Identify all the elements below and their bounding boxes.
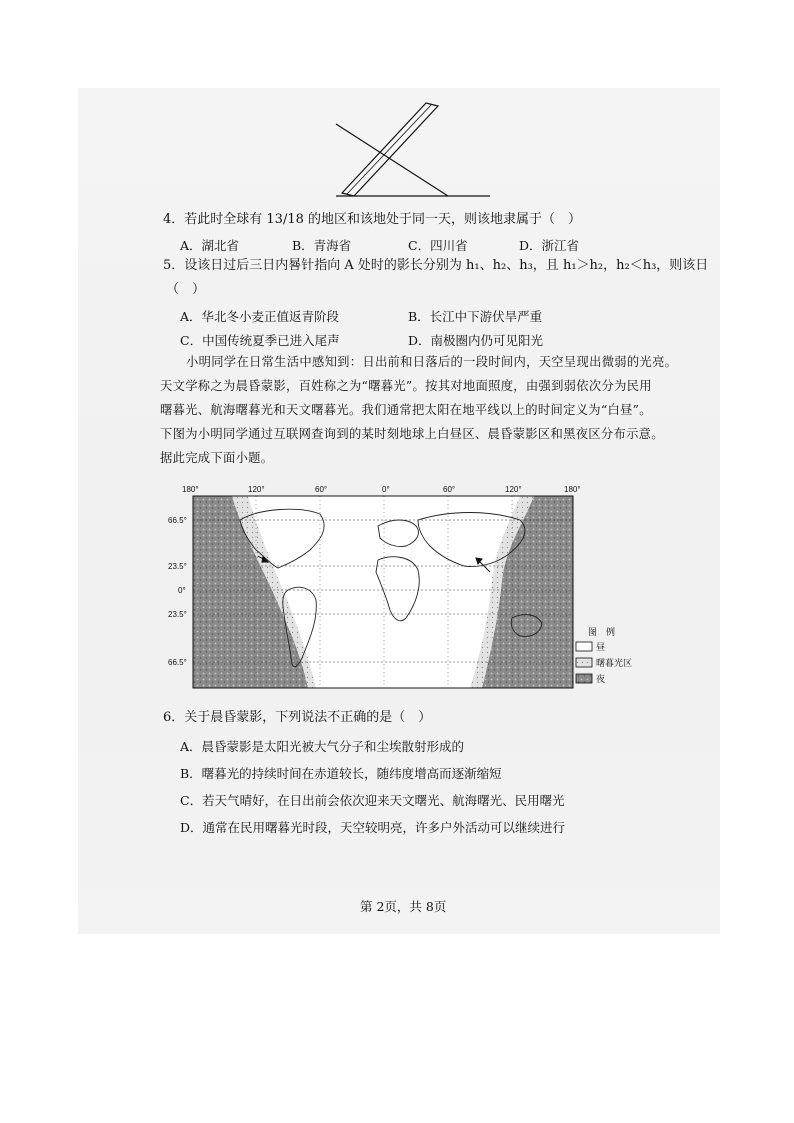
- passage-line-1: 小明同学在日常生活中感知到：日出前和日落后的一段时间内，天空呈现出微弱的光亮。: [186, 355, 678, 369]
- lat-label-3: 0°: [178, 586, 186, 595]
- lon-label-5: 60°: [443, 485, 456, 494]
- lon-label-4: 0°: [382, 485, 390, 494]
- lon-label-6: 120°: [505, 485, 522, 494]
- q5-stem-line2: （ ）: [166, 282, 206, 297]
- q5-option-d[interactable]: D．南极圈内仍可见阳光: [408, 333, 544, 348]
- q4-option-b[interactable]: B．青海省: [292, 238, 352, 253]
- passage-line-2: 天文学称之为晨昏蒙影，百姓称之为“曙暮光”。按其对地面照度，由强到弱依次分为民用: [160, 379, 652, 393]
- q5-option-c[interactable]: C．中国传统夏季已进入尾声: [180, 333, 340, 348]
- q6-stem: 6．关于晨昏蒙影，下列说法不正确的是（ ）: [163, 710, 432, 725]
- q6-option-b[interactable]: B．曙暮光的持续时间在赤道较长，随纬度增高而逐渐缩短: [180, 766, 502, 781]
- lat-label-1: 66.5°: [168, 516, 187, 525]
- q4-option-a[interactable]: A．湖北省: [180, 238, 240, 253]
- q6-option-d[interactable]: D．通常在民用曙暮光时段，天空较明亮，许多户外活动可以继续进行: [180, 820, 566, 835]
- lon-label-3: 60°: [315, 485, 328, 494]
- legend-label-day: 昼: [596, 642, 606, 652]
- legend-title: 图 例: [588, 627, 616, 637]
- gnomon-bar: [342, 103, 438, 196]
- passage-line-4: 下图为小明同学通过互联网查询到的某时刻地球上白昼区、晨昏蒙影区和黑夜区分布示意。: [160, 427, 664, 441]
- q4-stem: 4．若此时全球有 13/18 的地区和该地处于同一天，则该地隶属于（ ）: [163, 212, 581, 227]
- legend-swatch-day: [576, 642, 592, 651]
- q4-option-d[interactable]: D．浙江省: [519, 238, 580, 253]
- lat-label-2: 23.5°: [168, 562, 187, 571]
- lon-label-1: 180°: [182, 485, 199, 494]
- legend-label-twilight: 曙暮光区: [596, 658, 633, 668]
- legend-label-night: 夜: [596, 674, 606, 684]
- legend-swatch-twilight: [576, 658, 592, 667]
- lon-label-2: 120°: [248, 485, 265, 494]
- passage-line-3: 曙暮光、航海曙暮光和天文曙暮光。我们通常把太阳在地平线以上的时间定义为“白昼”。: [160, 403, 652, 417]
- lon-label-7: 180°: [564, 485, 581, 494]
- sundial-diagram: [320, 100, 500, 205]
- q6-option-c[interactable]: C．若天气晴好，在日出前会依次迎来天文曙光、航海曙光、民用曙光: [180, 793, 565, 808]
- gnomon-inner-line: [347, 104, 432, 194]
- q4-option-c[interactable]: C．四川省: [408, 238, 468, 253]
- legend-swatch-night: [576, 674, 592, 683]
- q5-option-a[interactable]: A．华北冬小麦正值返青阶段: [180, 309, 340, 324]
- q5-stem-line1: 5．设该日过后三日内晷针指向 A 处时的影长分别为 h₁、h₂、h₃，且 h₁＞h₂，h₂＜h₃，则该日: [163, 258, 709, 273]
- q5-option-b[interactable]: B．长江中下游伏旱严重: [408, 309, 543, 324]
- lat-label-4: 23.5°: [168, 610, 187, 619]
- twilight-world-map: [160, 480, 633, 695]
- lat-label-5: 66.5°: [168, 658, 187, 667]
- passage-line-5: 据此完成下面小题。: [160, 451, 274, 465]
- q6-option-a[interactable]: A．晨昏蒙影是太阳光被大气分子和尘埃散射形成的: [180, 739, 465, 754]
- page-footer: 第 2页，共 8页: [360, 899, 447, 914]
